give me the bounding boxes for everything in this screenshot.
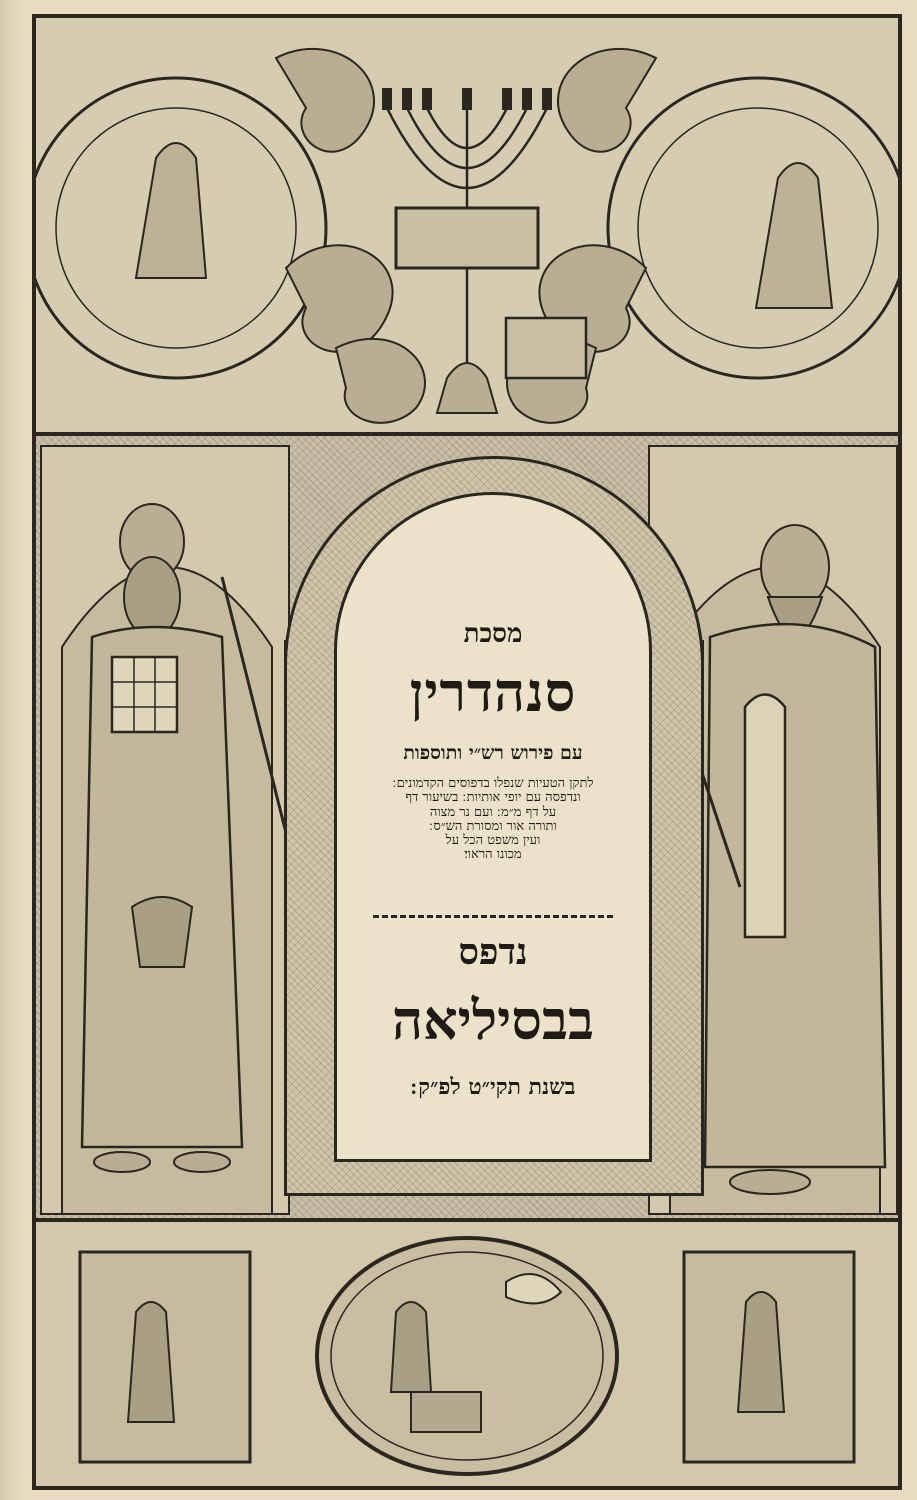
high-priest-illustration (42, 447, 290, 1215)
tractate-label: מסכת (463, 619, 523, 649)
title-text-panel (334, 492, 652, 1162)
bottom-ornament-panel (36, 1218, 898, 1486)
acanthus-ornament-illustration (36, 18, 898, 436)
binding-of-isaac-illustration (36, 1222, 898, 1486)
printed-label: נדפס (458, 931, 528, 973)
top-ornament-panel (36, 18, 898, 436)
description-line: ונדפסה עם יופי אותיות ׃ בשיעור דף (405, 790, 581, 806)
description-line: מכונו הראוי׃ (464, 847, 522, 863)
commentary-line: עם פירוש רש״י ותוספות (403, 742, 583, 764)
page-edge (0, 0, 28, 1500)
description-block (351, 777, 635, 863)
print-place: בבסיליאה (391, 988, 595, 1052)
description-line: על דף מ״מ ׃ ועם נר מצוה (429, 804, 557, 820)
description-line: לתקן הטעיות שנפלו בדפוסים הקדמונים ׃ (392, 776, 594, 791)
print-year: בשנת תקי״ט לפ״ק ׃ (410, 1074, 576, 1100)
high-priest-figure-panel (40, 445, 290, 1215)
description-line: ועין משפט הכל על (445, 833, 541, 849)
divider-rule (373, 915, 613, 918)
description-line: ותורה אור ומסורת הש״ס ׃ (429, 818, 557, 834)
tractate-name: סנהדרין (409, 660, 577, 724)
